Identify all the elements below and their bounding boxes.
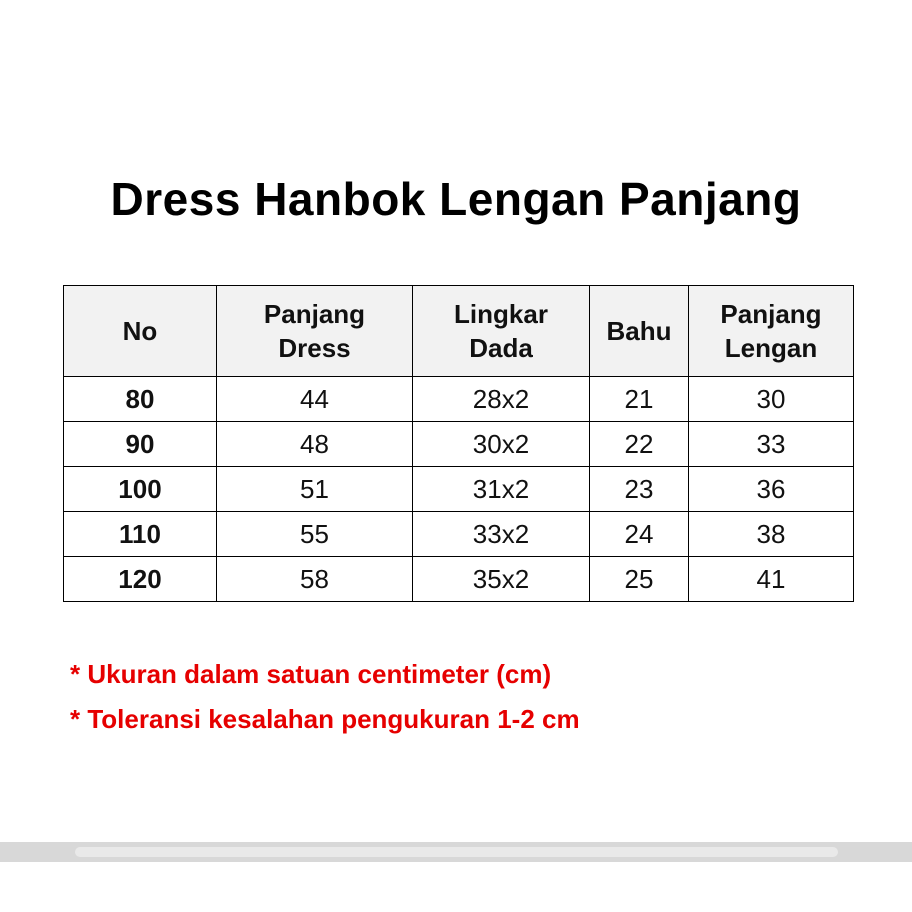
cell-panjang-dress: 51: [217, 467, 413, 512]
cell-panjang-lengan: 30: [689, 377, 854, 422]
note-unit: * Ukuran dalam satuan centimeter (cm): [70, 659, 552, 689]
header-panjang-lengan: [689, 286, 854, 377]
cell-panjang-lengan: 38: [689, 512, 854, 557]
cell-bahu: 21: [590, 377, 689, 422]
table-row: [64, 557, 854, 602]
cell-lingkar-dada: 31x2: [413, 467, 590, 512]
header-bahu: [590, 286, 689, 377]
table-row: [64, 422, 854, 467]
cell-lingkar-dada: 33x2: [413, 512, 590, 557]
scrollbar-thumb[interactable]: [75, 847, 838, 857]
cell-panjang-dress: 58: [217, 557, 413, 602]
header-label: Dress: [278, 333, 351, 363]
cell-no: 110: [64, 512, 217, 557]
header-label: Panjang: [263, 299, 366, 329]
header-label: Dada: [469, 333, 533, 363]
header-label: Lengan: [724, 333, 818, 363]
cell-panjang-lengan: 36: [689, 467, 854, 512]
table-row: [64, 377, 854, 422]
cell-panjang-lengan: 41: [689, 557, 854, 602]
header-label: Bahu: [606, 316, 672, 346]
horizontal-scrollbar[interactable]: [0, 842, 912, 862]
table-header-row: [64, 286, 854, 377]
cell-bahu: 24: [590, 512, 689, 557]
size-table: [63, 285, 854, 602]
cell-bahu: 23: [590, 467, 689, 512]
cell-bahu: 22: [590, 422, 689, 467]
page-title: Dress Hanbok Lengan Panjang: [110, 173, 802, 225]
header-no: [64, 286, 217, 377]
cell-panjang-lengan: 33: [689, 422, 854, 467]
header-lingkar-dada: [413, 286, 590, 377]
cell-no: 90: [64, 422, 217, 467]
cell-lingkar-dada: 30x2: [413, 422, 590, 467]
header-label: No: [122, 316, 158, 346]
table-row: [64, 467, 854, 512]
cell-lingkar-dada: 28x2: [413, 377, 590, 422]
cell-panjang-dress: 55: [217, 512, 413, 557]
table-row: [64, 512, 854, 557]
cell-no: 80: [64, 377, 217, 422]
header-label: Lingkar: [454, 299, 548, 329]
cell-panjang-dress: 48: [217, 422, 413, 467]
header-panjang-dress: [217, 286, 413, 377]
cell-lingkar-dada: 35x2: [413, 557, 590, 602]
cell-bahu: 25: [590, 557, 689, 602]
note-tolerance: * Toleransi kesalahan pengukuran 1-2 cm: [70, 704, 580, 734]
cell-no: 100: [64, 467, 217, 512]
notes-list: [70, 652, 580, 742]
header-label: Panjang: [720, 299, 822, 329]
cell-no: 120: [64, 557, 217, 602]
cell-panjang-dress: 44: [217, 377, 413, 422]
